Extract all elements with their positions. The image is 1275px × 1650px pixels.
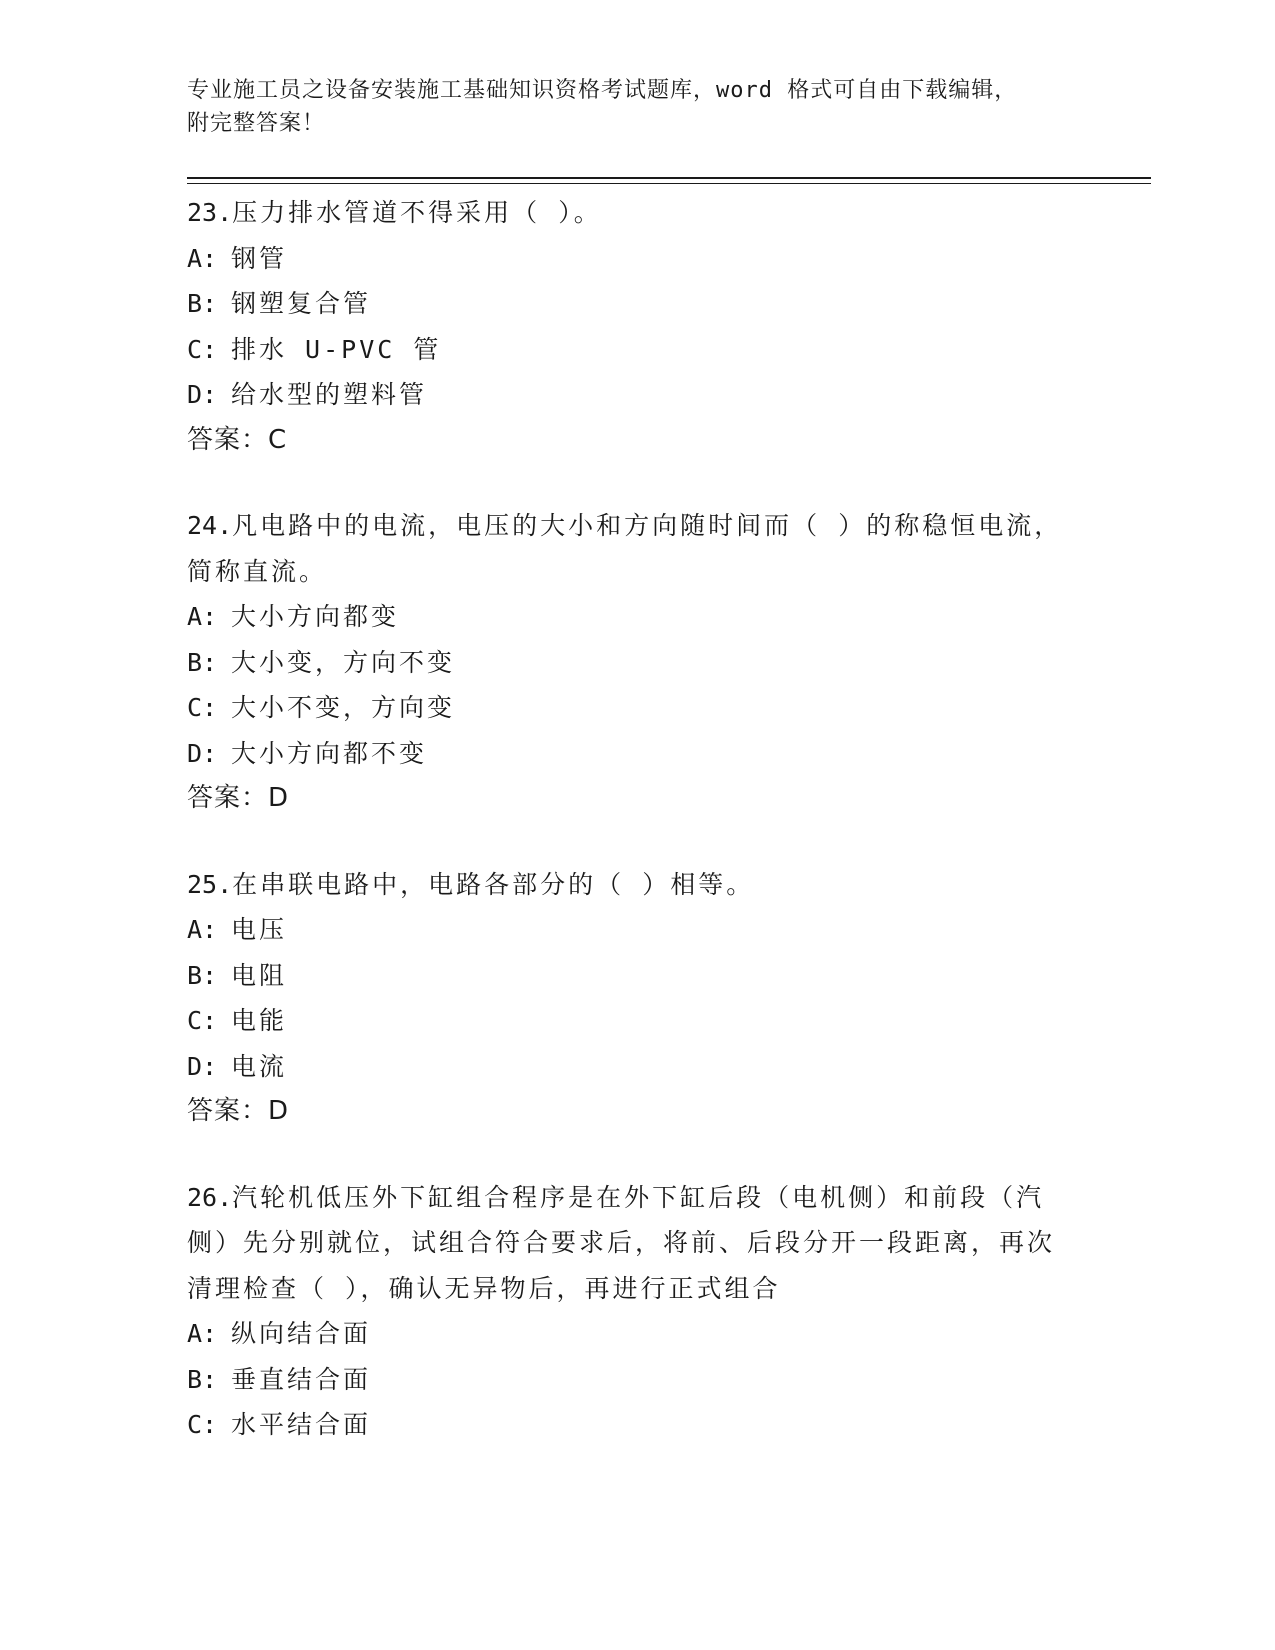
question-number: 24. (187, 511, 233, 540)
question-body: 凡电路中的电流，电压的大小和方向随时间而（ ）的称稳恒电流，简称直流。 (187, 511, 1063, 586)
option-text: 大小方向都不变 (231, 738, 428, 768)
option-b (187, 640, 1067, 686)
header-line-2: 附完整答案！ (187, 111, 326, 136)
question-body: 在串联电路中，电路各部分的（ ）相等。 (232, 869, 755, 899)
option-text: 排水 U-PVC 管 (231, 334, 442, 364)
answer: 答案：D (187, 783, 290, 813)
option-letter: C: (187, 693, 218, 722)
option-c (187, 1402, 1067, 1448)
option-text: 纵向结合面 (231, 1319, 372, 1348)
option-letter: C: (187, 1410, 218, 1439)
option-b (187, 281, 1067, 327)
option-letter: B: (187, 960, 218, 990)
option-letter: A: (187, 602, 218, 631)
question-text (187, 190, 1067, 236)
option-letter: B: (187, 1364, 218, 1394)
option-text: 电压 (231, 915, 288, 944)
question-text (187, 1175, 1067, 1312)
option-d (187, 731, 1067, 777)
option-letter: D: (187, 738, 218, 768)
option-letter: B: (187, 647, 218, 677)
option-text: 钢塑复合管 (231, 289, 372, 318)
option-text: 电阻 (231, 960, 288, 990)
header-divider (187, 177, 1151, 184)
option-text: 大小方向都变 (231, 602, 400, 631)
option-text: 水平结合面 (231, 1410, 372, 1439)
option-letter: A: (187, 915, 218, 944)
question-number: 23. (187, 198, 233, 227)
option-c (187, 998, 1067, 1044)
option-d (187, 372, 1067, 418)
option-a (187, 1311, 1067, 1357)
question-25 (187, 862, 1067, 1135)
answer: 答案：D (187, 1096, 290, 1126)
option-d (187, 1044, 1067, 1090)
header-line-1: 专业施工员之设备安装施工基础知识资格考试题库，word 格式可自由下载编辑， (187, 78, 1018, 103)
option-letter: C: (187, 334, 218, 364)
option-a (187, 594, 1067, 640)
option-b (187, 953, 1067, 999)
option-text: 垂直结合面 (231, 1364, 372, 1394)
answer: 答案：C (187, 424, 288, 455)
option-c (187, 327, 1067, 373)
question-list (187, 190, 1067, 1488)
question-number: 26. (187, 1182, 233, 1212)
option-letter: D: (187, 380, 218, 409)
question-26 (187, 1175, 1067, 1448)
question-23 (187, 190, 1067, 463)
question-text (187, 503, 1067, 594)
option-letter: B: (187, 289, 218, 318)
option-text: 给水型的塑料管 (231, 380, 428, 409)
question-body: 压力排水管道不得采用（ ）。 (232, 198, 602, 227)
option-a (187, 907, 1067, 953)
option-text: 电流 (231, 1051, 288, 1081)
option-text: 大小不变，方向变 (231, 693, 456, 722)
option-a (187, 236, 1067, 282)
option-letter: A: (187, 1319, 218, 1348)
option-text: 钢管 (231, 243, 288, 273)
option-b (187, 1357, 1067, 1403)
document-header (187, 74, 1067, 140)
question-number: 25. (187, 869, 233, 899)
option-letter: A: (187, 243, 218, 273)
option-letter: C: (187, 1006, 218, 1035)
question-text (187, 862, 1067, 908)
option-letter: D: (187, 1051, 218, 1081)
option-c (187, 685, 1067, 731)
question-body: 汽轮机低压外下缸组合程序是在外下缸后段（电机侧）和前段（汽侧）先分别就位，试组合符合要求后，将前、后段分开一段距离，再次清理检查（ ），确认无异物后，再进行正式组合 (187, 1182, 1056, 1303)
option-text: 大小变，方向不变 (231, 647, 456, 677)
option-text: 电能 (231, 1006, 288, 1035)
question-24 (187, 503, 1067, 822)
